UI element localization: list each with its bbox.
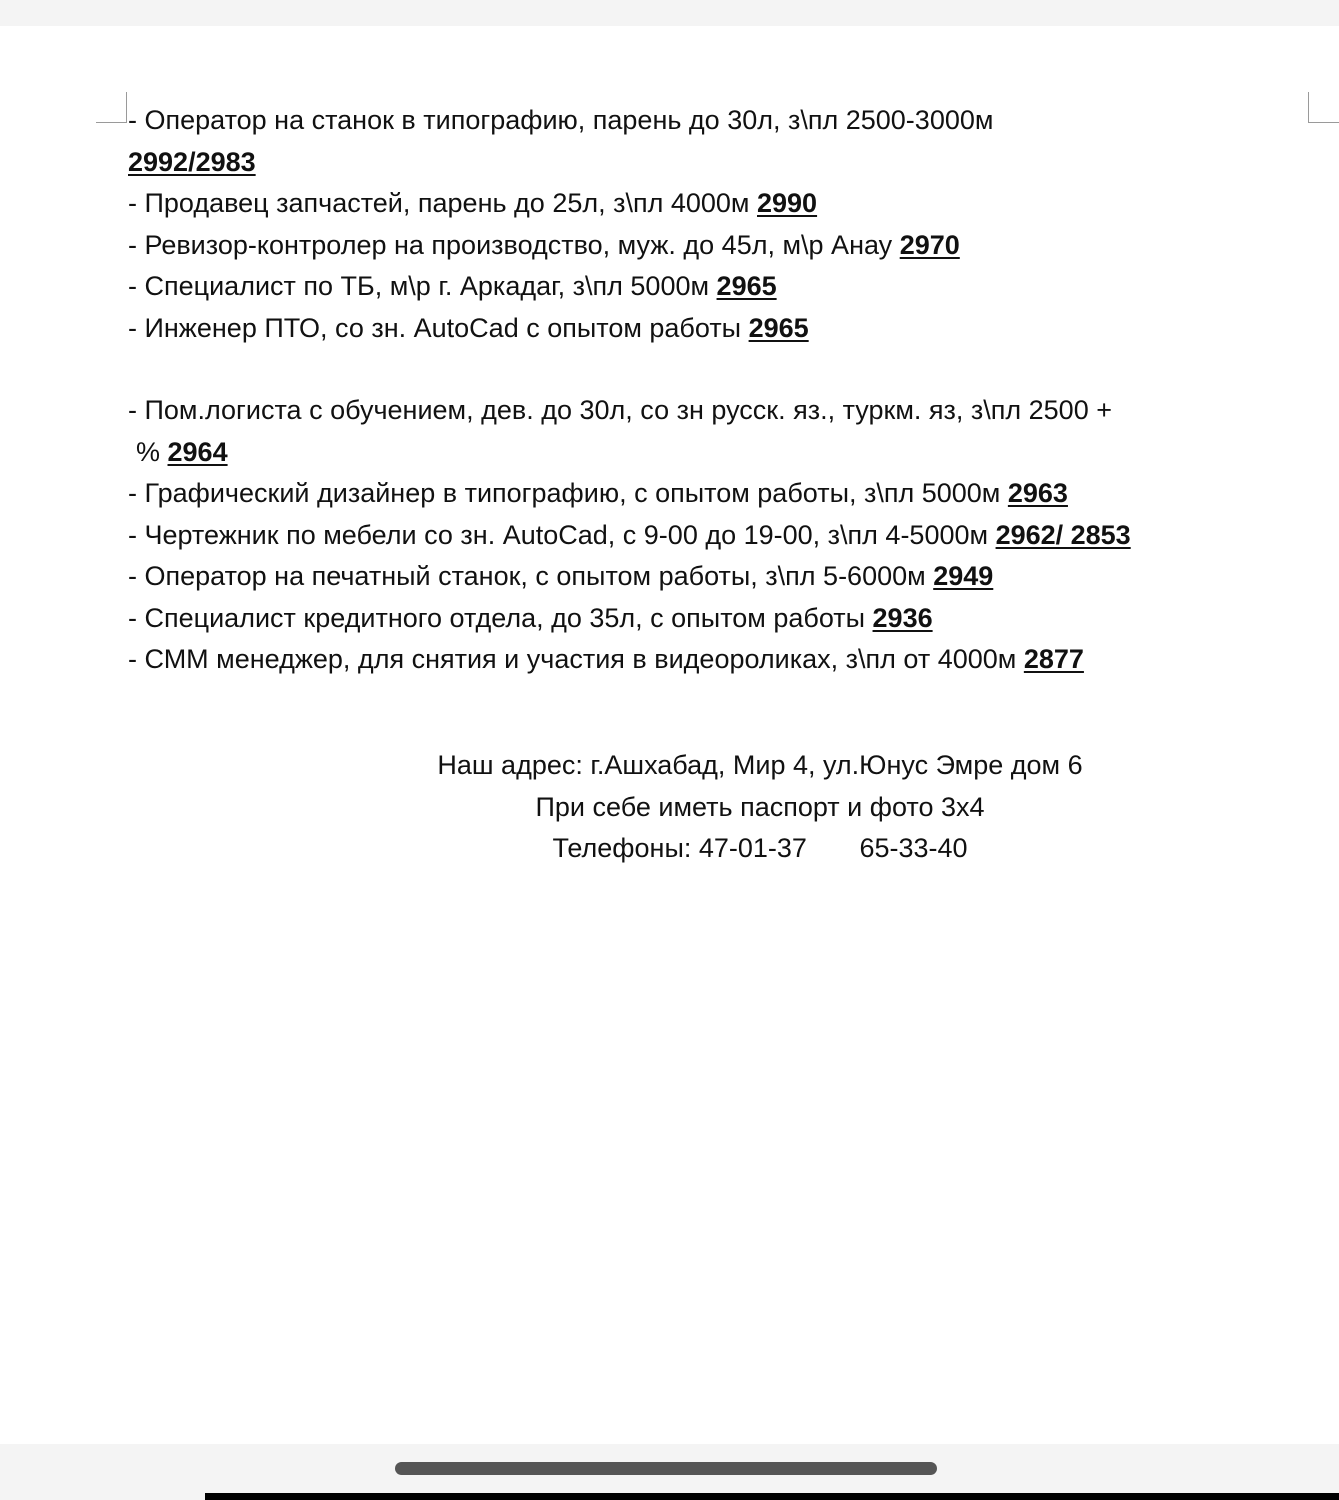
job-code: 2949 xyxy=(933,561,994,591)
job-text: - СММ менеджер, для снятия и участия в видеороликах, з\пл от 4000м xyxy=(128,644,1024,674)
job-text: - Графический дизайнер в типографию, с опытом работы, з\пл 5000м xyxy=(128,478,1008,508)
requirements-line: При себе иметь паспорт и фото 3х4 xyxy=(535,791,985,822)
bottom-edge xyxy=(205,1493,1339,1500)
phones-line xyxy=(330,828,1190,870)
job-item xyxy=(128,266,1328,308)
job-code: 2964 xyxy=(167,436,228,467)
job-item xyxy=(128,556,1328,598)
job-item xyxy=(128,183,1328,225)
paragraph-spacer xyxy=(128,349,1328,390)
contact-footer xyxy=(330,745,1190,870)
job-item xyxy=(128,390,1328,473)
job-code: 2963 xyxy=(1007,478,1068,508)
job-list xyxy=(128,100,1328,681)
job-text: - Продавец запчастей, парень до 25л, з\пл 4000м xyxy=(128,188,757,218)
job-item xyxy=(128,225,1328,267)
job-item xyxy=(128,308,1328,350)
job-item xyxy=(128,100,1328,183)
phones-label: Телефоны: xyxy=(552,833,699,863)
job-code: 2970 xyxy=(899,229,960,260)
job-code: 2936 xyxy=(872,602,933,633)
margin-corner-top-left xyxy=(96,92,127,123)
job-text-continuation: % xyxy=(136,436,168,467)
job-item xyxy=(128,515,1328,557)
job-text: - Чертежник по мебели со зн. AutoCad, с 9-00 до 19-00, з\пл 4-5000м xyxy=(128,519,996,550)
job-text: - Специалист по ТБ, м\р г. Аркадаг, з\пл 5000м xyxy=(128,271,717,301)
job-code: 2965 xyxy=(748,312,809,343)
job-code: 2990 xyxy=(757,188,818,218)
home-indicator[interactable] xyxy=(395,1462,937,1475)
job-text: - Пом.логиста с обучением, дев. до 30л, со зн русск. яз., туркм. яз, з\пл 2500 + xyxy=(128,395,1112,425)
job-code: 2992/2983 xyxy=(128,146,256,177)
top-bar xyxy=(0,0,1339,26)
job-item xyxy=(128,639,1328,681)
job-item xyxy=(128,473,1328,515)
job-item xyxy=(128,598,1328,640)
phone-number: 47-01-37 xyxy=(698,833,807,863)
phone-number: 65-33-40 xyxy=(859,833,968,863)
job-text: - Оператор на печатный станок, с опытом работы, з\пл 5-6000м xyxy=(128,561,934,591)
job-text: - Специалист кредитного отдела, до 35л, с опытом работы xyxy=(128,602,873,633)
job-text: - Ревизор-контролер на производство, муж. до 45л, м\р Анау xyxy=(128,229,900,260)
address-line: Наш адрес: г.Ашхабад, Мир 4, ул.Юнус Эмре дом 6 xyxy=(437,750,1083,780)
job-text: - Оператор на станок в типографию, парень до 30л, з\пл 2500-3000м xyxy=(128,105,994,135)
job-text: - Инженер ПТО, со зн. AutoCad с опытом работы xyxy=(128,312,749,343)
phone-gap xyxy=(807,833,860,863)
job-code: 2877 xyxy=(1023,644,1084,674)
job-code: 2965 xyxy=(716,271,777,301)
job-code: 2962/ 2853 xyxy=(995,519,1131,550)
